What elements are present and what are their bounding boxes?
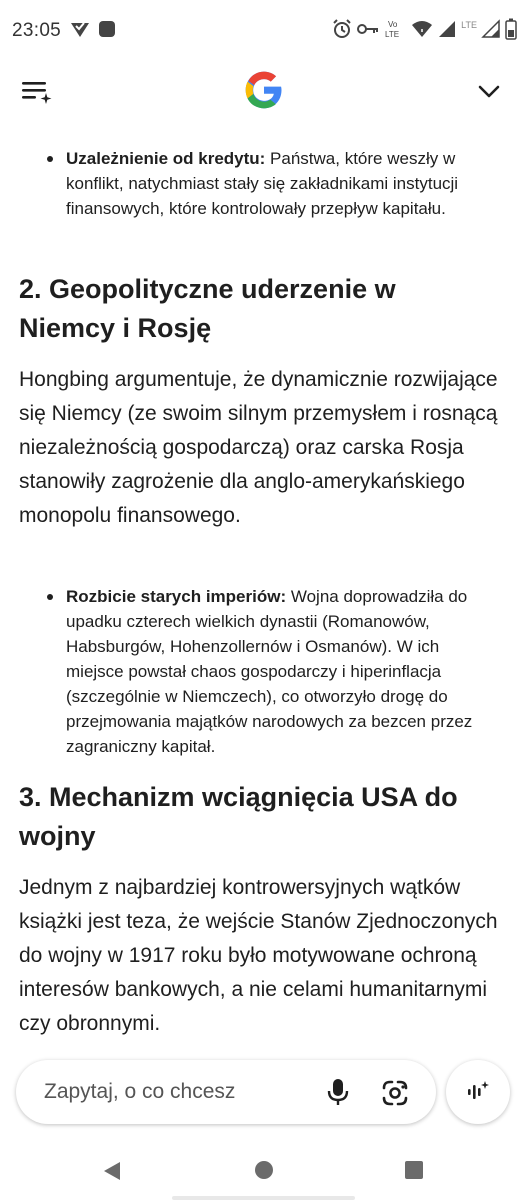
wifi-icon: [411, 20, 433, 38]
volte-icon: [384, 19, 406, 39]
chevron-down-icon[interactable]: [477, 80, 501, 102]
vpn-check-icon: [70, 20, 90, 38]
app-square-icon: [98, 20, 116, 38]
svg-text:Vo: Vo: [388, 20, 398, 29]
gesture-handle: [172, 1196, 355, 1200]
status-right-icons: [332, 18, 517, 40]
bullet-title: Uzależnienie od kredytu:: [66, 149, 266, 168]
paragraph: Jednym z najbardziej kontrowersyjnych wątków książki jest teza, że wejście Stanów Zjednoczonych do wojny w 1917 roku było motywowane ochroną interesów bankowych, a nie celami humanitarnymi czy obronnymi.: [19, 876, 498, 1035]
system-nav-bar: [0, 1140, 527, 1200]
lte-label: LTE: [461, 20, 477, 30]
google-g-logo: [244, 70, 284, 110]
microphone-icon[interactable]: [326, 1078, 350, 1106]
svg-text:LTE: LTE: [385, 30, 400, 39]
key-icon: [357, 22, 379, 36]
recents-square-icon[interactable]: [404, 1160, 424, 1180]
status-bar: [0, 0, 527, 62]
answer-content[interactable]: [0, 110, 527, 1050]
status-time: 23:05: [12, 20, 62, 41]
signal-icon: [438, 20, 456, 38]
bullet-title: Rozbicie starych imperiów:: [66, 587, 287, 606]
ask-placeholder: Zapytaj, o co chcesz: [44, 1080, 236, 1103]
google-lens-icon[interactable]: [382, 1080, 408, 1106]
back-triangle-icon[interactable]: [102, 1160, 122, 1182]
paragraph: Hongbing argumentuje, że dynamicznie rozwijające się Niemcy (ze swoim silnym przemysłem i rosnącą niezależnością gospodarczą) oraz carska Rosja stanowiły zagrożenie dla anglo-amerykańskiego monopolu finansowego.: [19, 368, 498, 527]
menu-sparkle-icon[interactable]: [20, 76, 54, 108]
list-item: [66, 146, 496, 221]
voice-mode-button[interactable]: [446, 1060, 510, 1124]
voice-mode-icon: [466, 1080, 490, 1104]
bullet-text: Wojna doprowadziła do upadku czterech wielkich dynastii (Romanowów, Habsburgów, Hohenzollernów i Osmanów). W ich miejsce powstał chaos gospodarczy i hiperinflacja (szczególnie w Niemczech), co otworzyło drogę do przejmowania majątków narodowych za bezcen przez zagraniczny kapitał.: [66, 587, 473, 756]
ask-input[interactable]: [16, 1060, 436, 1124]
app-header: [0, 62, 527, 122]
home-circle-icon[interactable]: [254, 1160, 274, 1180]
section-heading: 2. Geopolityczne uderzenie w Niemcy i Rosję: [19, 274, 396, 343]
lte-signal-icon: [482, 20, 500, 38]
alarm-icon: [332, 19, 352, 39]
bullet-text: Państwa, które weszły w konflikt, natychmiast stały się zakładnikami instytucji finansowych, które kontrolowały przepływ kapitału.: [66, 149, 459, 218]
battery-icon: [505, 18, 517, 40]
section-heading: 3. Mechanizm wciągnięcia USA do wojny: [19, 782, 458, 851]
status-left-icons: [70, 20, 116, 38]
list-item: [66, 584, 496, 759]
